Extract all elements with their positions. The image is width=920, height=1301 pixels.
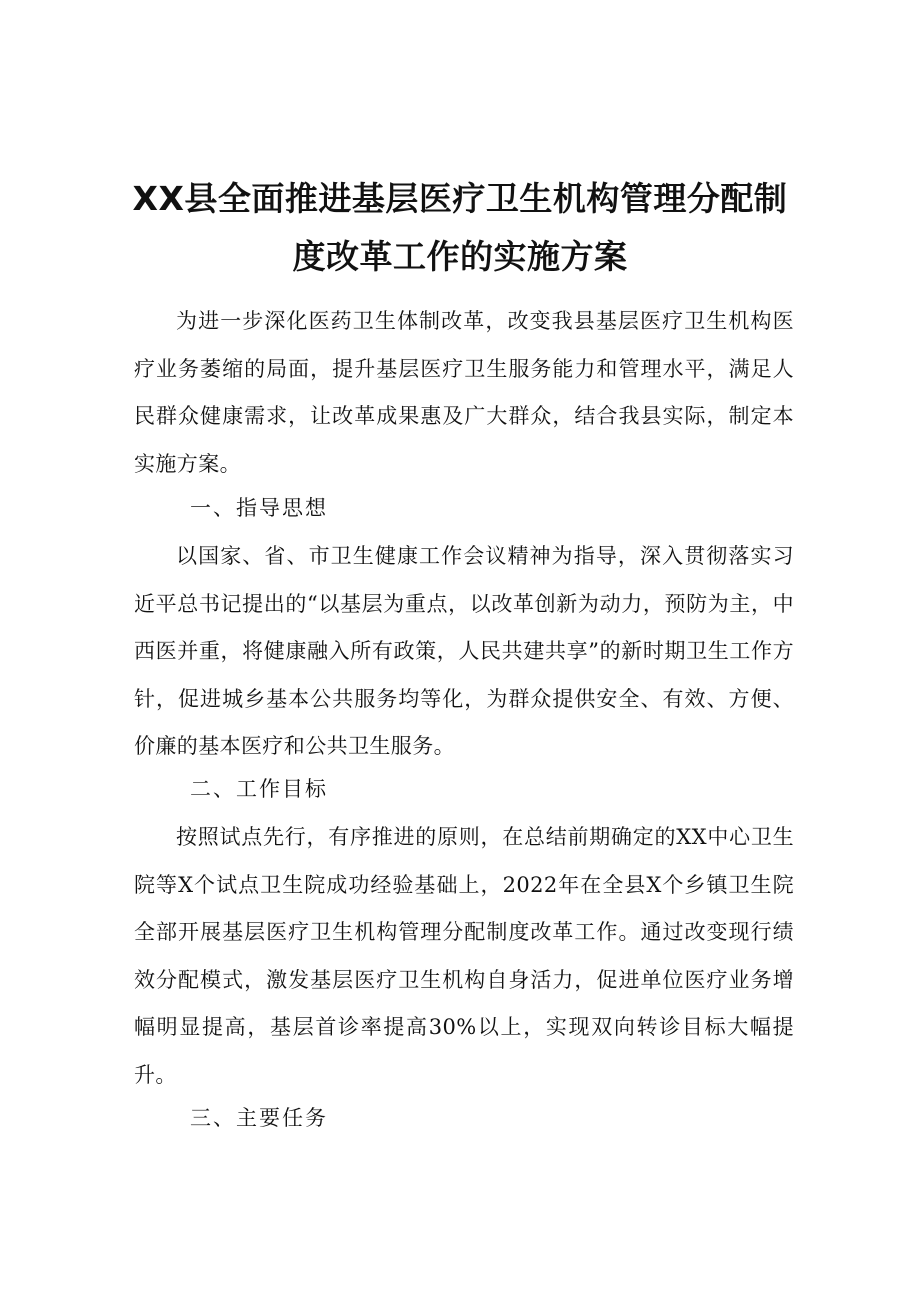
section-body-guiding-ideology: 以国家、省、市卫生健康工作会议精神为指导，深入贯彻落实习近平总书记提出的“以基层为重点，以改革创新为动力，预防为主，中西医并重，将健康融入所有政策，人民共建共享”的新时期卫生工作方针，促进城乡基本公共服务均等化，为群众提供安全、有效、方便、价廉的基本医疗和公共卫生服务。 xyxy=(134,544,794,758)
section-heading-guiding-ideology: 一、指导思想 xyxy=(190,496,328,520)
section-body-work-goals: 按照试点先行，有序推进的原则，在总结前期确定的XX中心卫生院等X个试点卫生院成功经验基础上，2022年在全县X个乡镇卫生院全部开展基层医疗卫生机构管理分配制度改革工作。通过改变现行绩效分配模式，激发基层医疗卫生机构自身活力，促进单位医疗业务增幅明显提高，基层首诊率提高30%以上，实现双向转诊目标大幅提升。 xyxy=(134,825,794,1087)
document-title-line-2: 度改革工作的实施方案 xyxy=(292,237,628,276)
document-title-line-1: XX县全面推进基层医疗卫生机构管理分配制 xyxy=(132,179,788,218)
intro-paragraph: 为进一步深化医药卫生体制改革，改变我县基层医疗卫生机构医疗业务萎缩的局面，提升基层医疗卫生服务能力和管理水平，满足人民群众健康需求，让改革成果惠及广大群众，结合我县实际，制定本实施方案。 xyxy=(134,309,794,476)
section-heading-work-goals: 二、工作目标 xyxy=(190,777,328,801)
section-heading-main-tasks: 三、主要任务 xyxy=(190,1106,328,1130)
